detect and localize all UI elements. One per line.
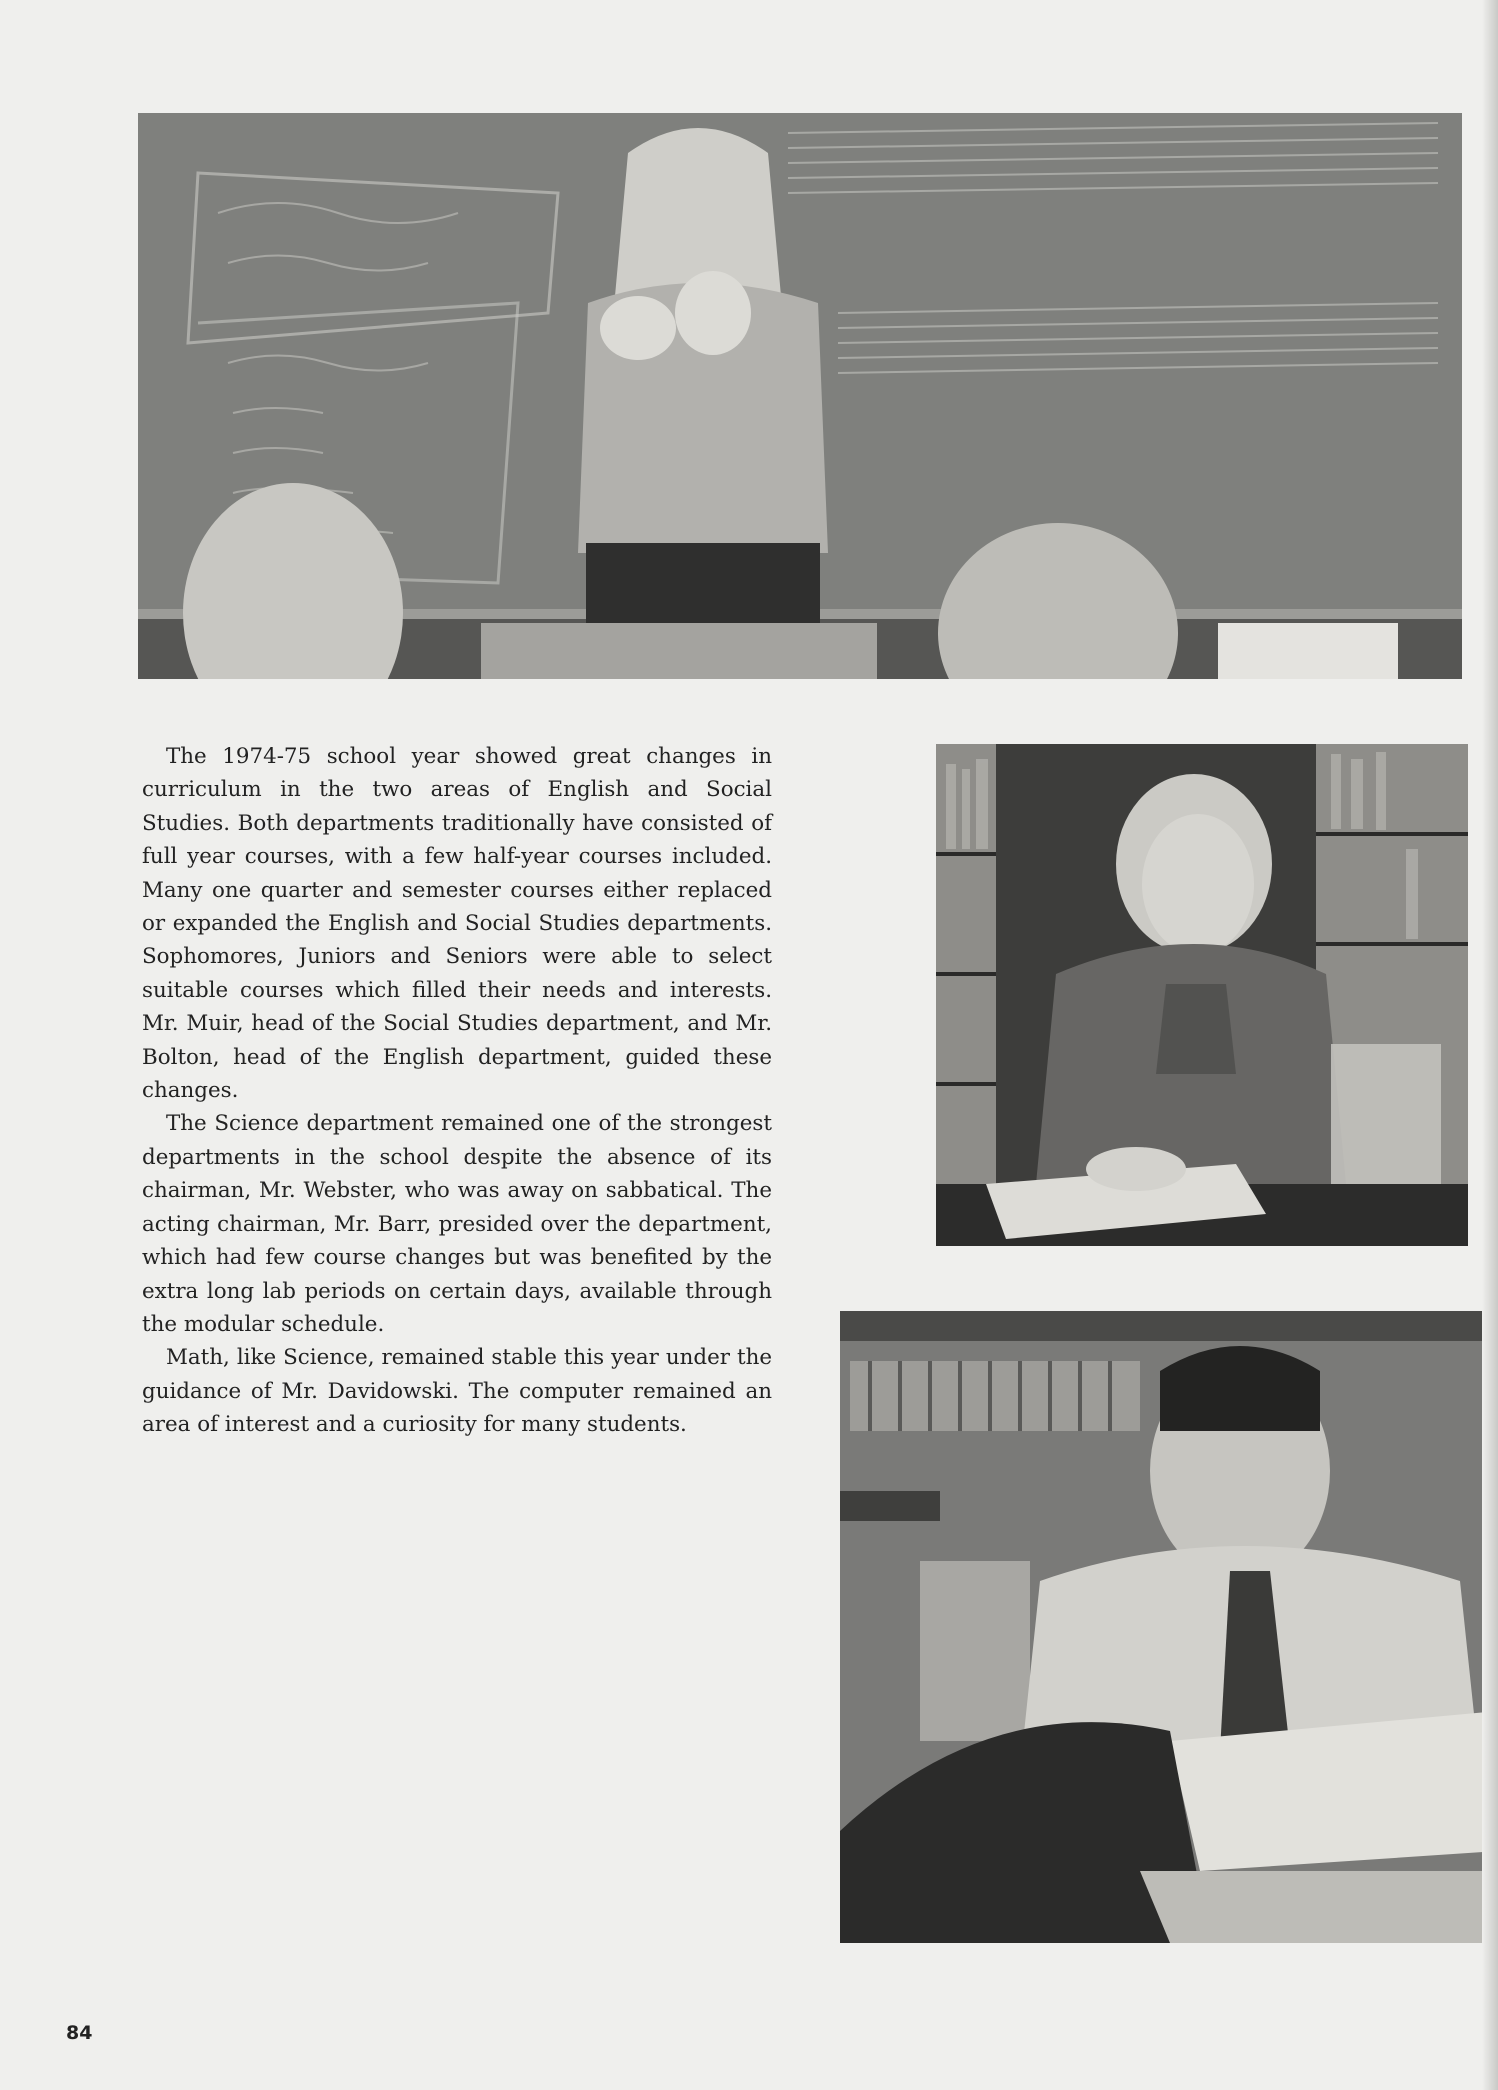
photo-teacher-at-chalkboard-graphic [138,113,1462,679]
article-body [142,740,772,1442]
photo-man-at-desk-graphic [840,1311,1498,1943]
paragraph-english-social-studies: The 1974-75 school year showed great changes in curriculum in the two areas of English and Social Studies. Both departments traditionally have consisted of full year courses, with a few half-year courses included. Many one quarter and semester courses either replaced or expanded the English and Social Studies departments. Sophomores, Juniors and Seniors were able to select suitable courses which filled their needs and interests. Mr. Muir, head of the Social Studies department, and Mr. Bolton, head of the English department, guided these changes. [142,744,772,1104]
photo-teacher-at-chalkboard [138,113,1462,679]
page-spine-shadow [1482,0,1498,2090]
page-number: 84 [66,2022,93,2044]
paragraph-math: Math, like Science, remained stable this year under the guidance of Mr. Davidowski. The computer remained an area of interest and a curiosity for many students. [142,1345,772,1438]
paragraph-science: The Science department remained one of the strongest departments in the school despite the absence of its chairman, Mr. Webster, who was away on sabbatical. The acting chairman, Mr. Barr, presided over the department, which had few course changes but was benefited by the extra long lab periods on certain days, available through the modular schedule. [142,1111,772,1337]
photo-woman-at-desk [936,744,1468,1246]
photo-woman-at-desk-graphic [936,744,1468,1246]
photo-man-at-desk [840,1311,1498,1943]
